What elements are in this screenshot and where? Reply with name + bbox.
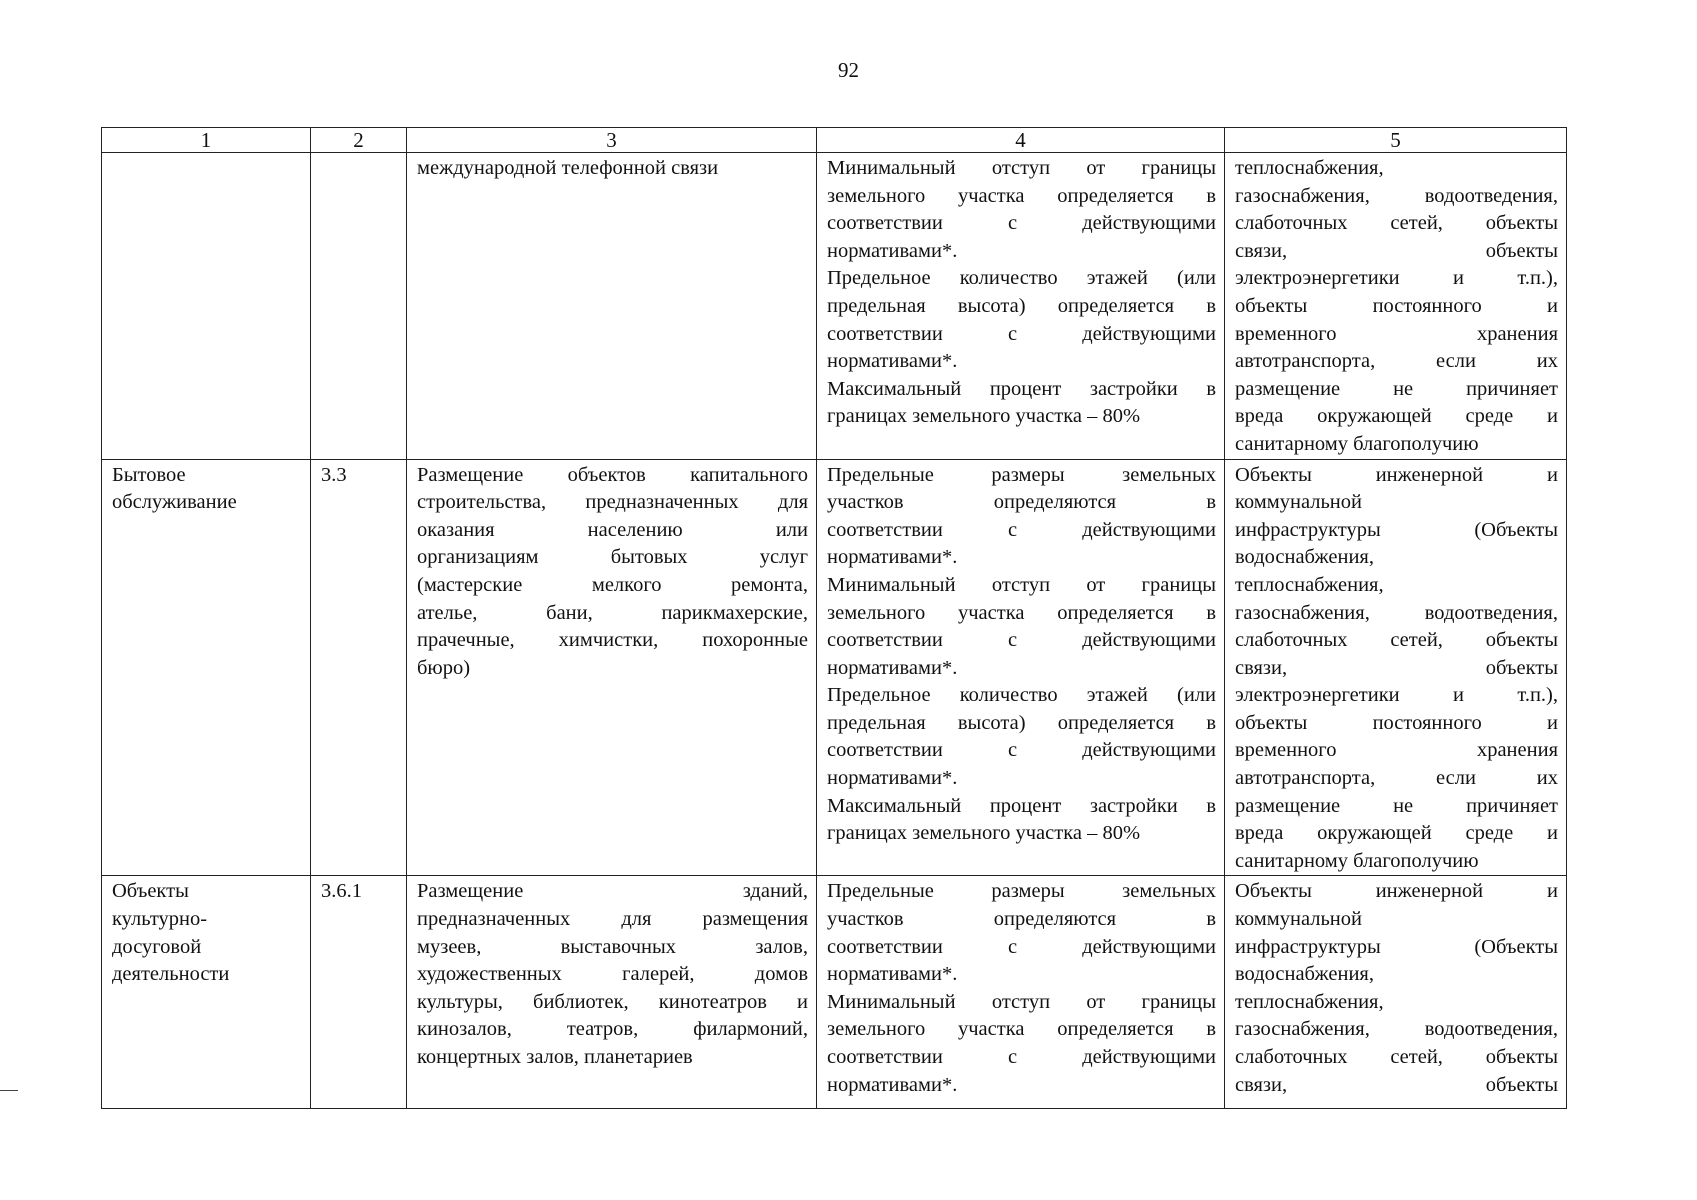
text-line: Предельное количество этажей (или — [827, 267, 1216, 290]
text-line: Минимальный отступ от границы — [827, 157, 1216, 179]
cell-code — [311, 153, 407, 460]
text-line: санитарному благополучию — [1235, 432, 1479, 455]
text-line: нормативами*. — [827, 767, 958, 790]
text-line: теплоснабжения, — [1235, 573, 1384, 596]
text-line: нормативами*. — [827, 656, 958, 679]
text-line: нормативами*. — [827, 350, 958, 373]
text-line: Предельное количество этажей (или — [827, 684, 1216, 707]
cell-type-of-use — [102, 876, 311, 1109]
text-line: автотранспорта, если их — [1235, 767, 1558, 790]
text-line: водоснабжения, — [1235, 963, 1374, 986]
text-line: оказания населению или — [417, 518, 808, 541]
cell-auxiliary-uses — [1225, 153, 1567, 460]
column-header-5: 5 — [1225, 128, 1567, 153]
text-line: кинозалов, театров, филармоний, — [417, 1018, 808, 1041]
text-line: организациям бытовых услуг — [417, 546, 808, 569]
text-line: газоснабжения, водоотведения, — [1235, 601, 1558, 624]
text-line: строительства, предназначенных для — [417, 491, 808, 514]
text-line: инфраструктуры (Объекты — [1235, 518, 1558, 541]
text-line: нормативами*. — [827, 1073, 958, 1096]
text-line: нормативами*. — [827, 963, 958, 986]
text-line: 3.3 — [321, 463, 347, 486]
cell-type-of-use — [102, 153, 311, 460]
text-line: Минимальный отступ от границы — [827, 990, 1216, 1013]
text-line: Минимальный отступ от границы — [827, 573, 1216, 596]
cell-description — [407, 153, 817, 460]
text-line: размещение не причиняет — [1235, 377, 1558, 400]
text-line: объекты постоянного и — [1235, 294, 1558, 317]
column-header-4: 4 — [817, 128, 1225, 153]
text-line: Размещение объектов капитального — [417, 463, 808, 486]
cell-description — [407, 459, 817, 876]
text-line: связи, объекты — [1235, 1073, 1558, 1096]
text-line: ателье, бани, парикмахерские, — [417, 601, 808, 624]
text-line: (мастерские мелкого ремонта, — [417, 573, 808, 596]
cell-code — [311, 876, 407, 1109]
text-line: инфраструктуры (Объекты — [1235, 935, 1558, 958]
cell-description — [407, 876, 817, 1109]
table-row — [102, 876, 1567, 1109]
text-line: теплоснабжения, — [1235, 990, 1384, 1013]
text-line: 3.6.1 — [321, 880, 362, 903]
text-line: досуговой — [112, 935, 202, 958]
text-line: международной телефонной связи — [417, 157, 719, 179]
text-line: концертных залов, планетариев — [417, 1046, 693, 1068]
text-line: объекты постоянного и — [1235, 711, 1558, 734]
land-use-table — [101, 127, 1567, 1109]
text-line: водоснабжения, — [1235, 546, 1374, 569]
page-number: 92 — [838, 58, 859, 82]
text-line: связи, объекты — [1235, 656, 1558, 679]
text-line: соответствии с действующими — [827, 1046, 1216, 1068]
cell-code — [311, 459, 407, 876]
text-line: бюро) — [417, 656, 471, 679]
text-line: художественных галерей, домов — [417, 963, 808, 986]
table-row — [102, 459, 1567, 876]
column-header-3: 3 — [407, 128, 817, 153]
text-line: санитарному благополучию — [1235, 849, 1479, 872]
text-line: Бытовое — [112, 463, 186, 486]
text-line: Объекты — [112, 880, 189, 903]
text-line: автотранспорта, если их — [1235, 350, 1558, 373]
text-line: вреда окружающей среде и — [1235, 405, 1558, 428]
text-line: земельного участка определяется в — [827, 184, 1216, 207]
table-row — [102, 153, 1567, 460]
text-line: Максимальный процент застройки в — [827, 377, 1216, 400]
text-line: музеев, выставочных залов, — [417, 935, 808, 958]
column-header-1: 1 — [102, 128, 311, 153]
text-line: Объекты инженерной и — [1235, 880, 1558, 903]
column-header-2: 2 — [311, 128, 407, 153]
text-line: участков определяются в — [827, 491, 1216, 514]
text-line: обслуживание — [112, 491, 237, 514]
text-line: Объекты инженерной и — [1235, 463, 1558, 486]
text-line: предельная высота) определяется в — [827, 711, 1216, 734]
text-line: газоснабжения, водоотведения, — [1235, 1018, 1558, 1041]
text-line: слаботочных сетей, объекты — [1235, 212, 1558, 235]
cell-parameters — [817, 876, 1225, 1109]
text-line: соответствии с действующими — [827, 629, 1216, 652]
text-line: слаботочных сетей, объекты — [1235, 629, 1558, 652]
text-line: соответствии с действующими — [827, 518, 1216, 541]
text-line: Максимальный процент застройки в — [827, 794, 1216, 817]
cell-auxiliary-uses — [1225, 876, 1567, 1109]
text-line: Предельные размеры земельных — [827, 463, 1216, 486]
cell-parameters — [817, 459, 1225, 876]
text-line: культуры, библиотек, кинотеатров и — [417, 990, 808, 1013]
text-line: газоснабжения, водоотведения, — [1235, 184, 1558, 207]
text-line: размещение не причиняет — [1235, 794, 1558, 817]
cell-auxiliary-uses — [1225, 459, 1567, 876]
text-line: вреда окружающей среде и — [1235, 822, 1558, 845]
text-line: теплоснабжения, — [1235, 157, 1384, 179]
text-line: предельная высота) определяется в — [827, 294, 1216, 317]
text-line: предназначенных для размещения — [417, 908, 808, 931]
text-line: нормативами*. — [827, 546, 958, 569]
header-row — [102, 128, 1567, 153]
text-line: земельного участка определяется в — [827, 1018, 1216, 1041]
text-line: Размещение зданий, — [417, 880, 808, 903]
text-line: границах земельного участка – 80% — [827, 405, 1141, 428]
text-line: соответствии с действующими — [827, 322, 1216, 345]
text-line: границах земельного участка – 80% — [827, 822, 1141, 845]
text-line: слаботочных сетей, объекты — [1235, 1046, 1558, 1068]
text-line: земельного участка определяется в — [827, 601, 1216, 624]
text-line: коммунальной — [1235, 908, 1362, 931]
text-line: временного хранения — [1235, 322, 1558, 345]
text-line: прачечные, химчистки, похоронные — [417, 629, 808, 652]
text-line: культурно- — [112, 908, 208, 931]
margin-mark — [0, 1090, 18, 1091]
text-line: соответствии с действующими — [827, 212, 1216, 235]
text-line: связи, объекты — [1235, 239, 1558, 262]
text-line: временного хранения — [1235, 739, 1558, 762]
text-line: электроэнергетики и т.п.), — [1235, 267, 1558, 290]
text-line: электроэнергетики и т.п.), — [1235, 684, 1558, 707]
cell-type-of-use — [102, 459, 311, 876]
text-line: участков определяются в — [827, 908, 1216, 931]
text-line: нормативами*. — [827, 239, 958, 262]
text-line: коммунальной — [1235, 491, 1362, 514]
text-line: соответствии с действующими — [827, 935, 1216, 958]
text-line: деятельности — [112, 963, 230, 986]
text-line: соответствии с действующими — [827, 739, 1216, 762]
cell-parameters — [817, 153, 1225, 460]
text-line: Предельные размеры земельных — [827, 880, 1216, 903]
